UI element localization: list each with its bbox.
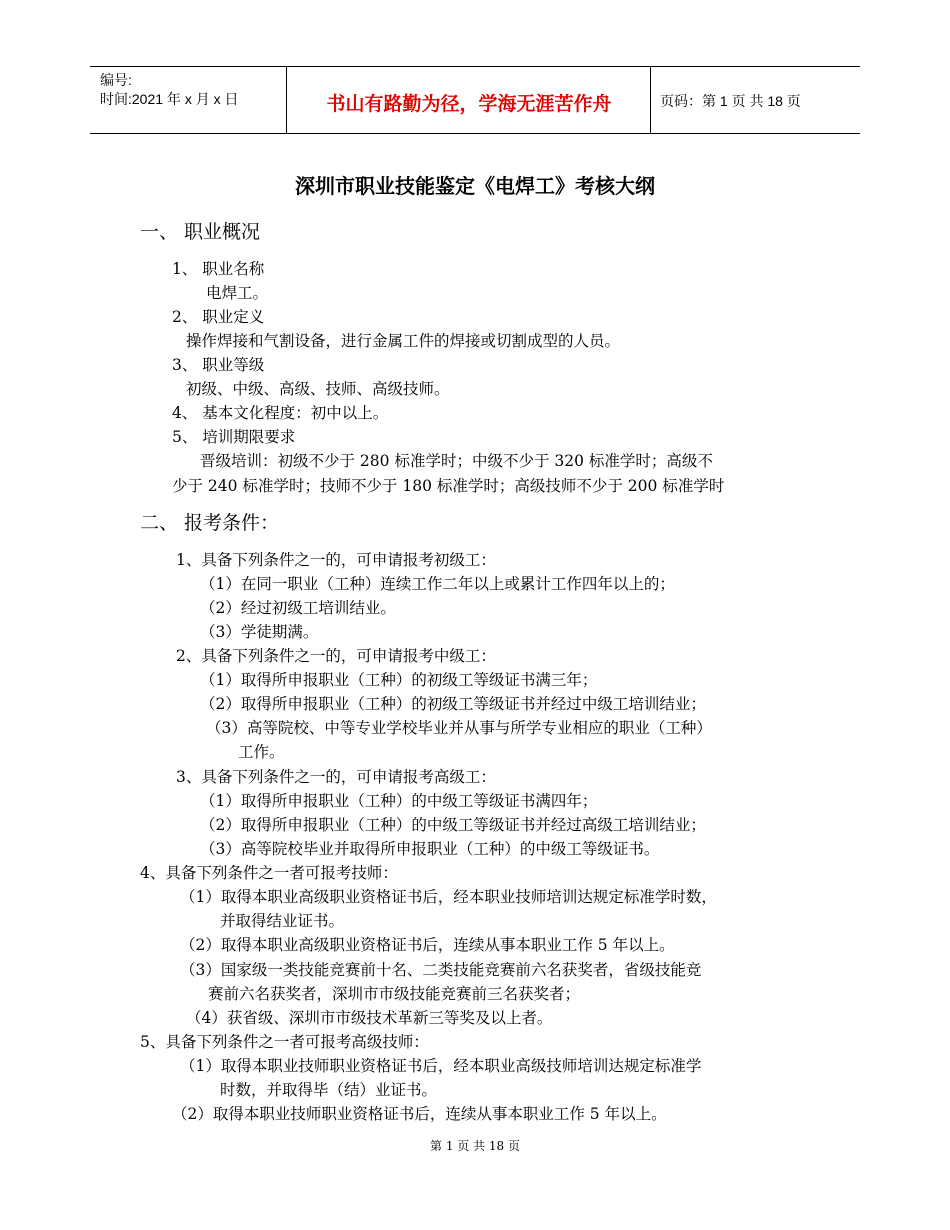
body-line: 4、具备下列条件之一者可报考技师： [140,864,398,882]
body-line: 时数，并取得毕（结）业证书。 [220,1081,438,1099]
motto: 书山有路勤为径，学海无涯苦作舟 [326,93,612,115]
body-line: （2）取得本职业技师职业资格证书后，连续从事本职业工作 5 年以上。 [172,1105,667,1123]
body-line: 晋级培训：初级不少于 280 标准学时；中级不少于 320 标准学时；高级不 [200,452,713,470]
time-label: 时间:2021 年 x 月 x 日 [100,91,239,107]
body-line: （1）取得所申报职业（工种）的中级工等级证书满四年； [200,792,598,810]
body-line: 工作。 [238,743,285,761]
body-line: （2）取得本职业高级职业资格证书后，连续从事本职业工作 5 年以上。 [180,936,675,954]
body-line: 5、具备下列条件之一者可报考高级技师： [140,1033,429,1051]
body-line: 5、 培训期限要求 [172,428,296,446]
body-line: 3、 职业等级 [172,356,265,374]
body-line: （1）在同一职业（工种）连续工作二年以上或累计工作四年以上的； [200,575,675,593]
body-line: 电焊工。 [206,284,269,302]
body-line: （2）取得所申报职业（工种）的中级工等级证书并经过高级工培训结业； [200,816,706,834]
body-line: 初级、中级、高级、技师、高级技师。 [186,380,450,398]
body-line: （1）取得所申报职业（工种）的初级工等级证书满三年； [200,671,598,689]
body-line: （3）高等院校、中等专业学校毕业并从事与所学专业相应的职业（工种） [206,719,712,737]
body-line: 并取得结业证书。 [220,912,345,930]
section-heading: 一、 职业概况 [140,221,261,243]
body-line: 1、 职业名称 [172,260,265,278]
divider [650,67,651,133]
body-line: 2、 职业定义 [172,308,265,326]
body-line: （3）高等院校毕业并取得所申报职业（工种）的中级工等级证书。 [200,840,660,858]
body-line: 1、具备下列条件之一的，可申请报考初级工： [176,551,496,569]
header-table [90,66,860,134]
divider [286,67,287,133]
section-heading: 二、 报考条件： [140,512,280,534]
document-title: 深圳市职业技能鉴定《电焊工》考核大纲 [295,174,655,198]
body-line: （1）取得本职业技师职业资格证书后，经本职业高级技师培训达规定标准学 [180,1057,702,1075]
body-line: （2）取得所申报职业（工种）的初级工等级证书并经过中级工培训结业； [200,695,706,713]
number-label: 编号: [100,72,132,88]
header-meta [100,71,238,109]
body-line: 4、 基本文化程度：初中以上。 [172,404,389,422]
body-line: （1）取得本职业高级职业资格证书后，经本职业技师培训达规定标准学时数， [180,888,717,906]
page-code: 页码：第 1 页 共 18 页 [660,93,801,109]
body-line: 3、具备下列条件之一的，可申请报考高级工： [176,768,496,786]
body-line: 2、具备下列条件之一的，可申请报考中级工： [176,647,496,665]
body-line: （2）经过初级工培训结业。 [200,599,396,617]
body-line: （3）学徒期满。 [200,623,319,641]
body-line: 操作焊接和气割设备，进行金属工件的焊接或切割成型的人员。 [186,332,621,350]
page-footer: 第 1 页 共 18 页 [430,1139,520,1153]
body-line: 赛前六名获奖者，深圳市市级技能竞赛前三名获奖者； [208,985,581,1003]
body-line: （3）国家级一类技能竞赛前十名、二类技能竞赛前六名获奖者，省级技能竞 [180,961,702,979]
body-line: （4）获省级、深圳市市级技术革新三等奖及以上者。 [186,1009,553,1027]
body-line: 少于 240 标准学时；技师不少于 180 标准学时；高级技师不少于 200 标准学时 [172,477,725,495]
